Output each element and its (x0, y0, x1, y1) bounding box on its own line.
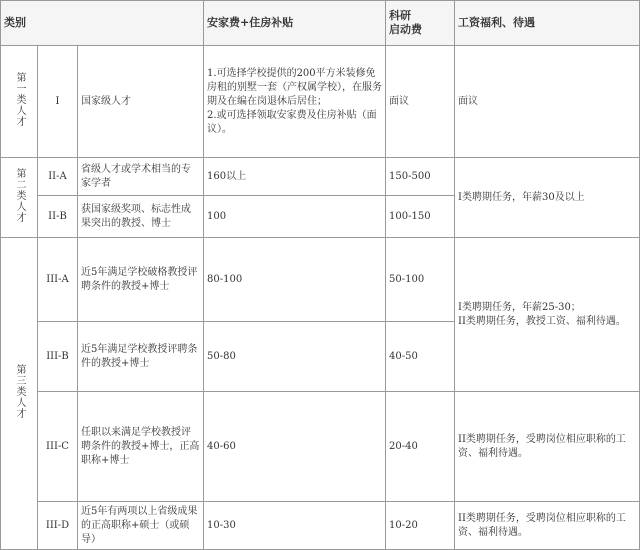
housing-cell: 40-60 (204, 392, 386, 502)
header-welfare: 工资福利、待遇 (455, 1, 640, 46)
housing-cell: 10-30 (204, 502, 386, 550)
research-cell: 100-150 (386, 196, 455, 238)
description-cell: 近5年满足学校教授评聘条件的教授+博士 (78, 322, 204, 392)
header-housing: 安家费+住房补贴 (204, 1, 386, 46)
level-cell: I (38, 46, 78, 158)
level-cell: II-A (38, 158, 78, 196)
description-cell: 任职以来满足学校教授评聘条件的教授+博士，正高职称+博士 (78, 392, 204, 502)
welfare-cell: 面议 (455, 46, 640, 158)
description-cell: 近5年满足学校破格教授评聘条件的教授+博士 (78, 238, 204, 322)
header-category: 类别 (1, 1, 204, 46)
research-cell: 面议 (386, 46, 455, 158)
welfare-cell: I类聘期任务，年薪30及以上 (455, 158, 640, 238)
table-row (1, 238, 640, 322)
level-cell: III-A (38, 238, 78, 322)
description-cell: 获国家级奖项、标志性成果突出的教授、博士 (78, 196, 204, 238)
housing-cell: 1.可选择学校提供的200平方米装修免房租的别墅一套（产权属学校），在服务期及在编在岗退休后居住； 2.或可选择领取安家费及住房补贴（面议）。 (204, 46, 386, 158)
welfare-cell: I类聘期任务，年薪25-30； II类聘期任务，教授工资、福利待遇。 (455, 238, 640, 392)
category-cell: 第三类人才 (1, 238, 38, 550)
description-cell: 国家级人才 (78, 46, 204, 158)
category-cell: 第二类人才 (1, 158, 38, 238)
research-cell: 10-20 (386, 502, 455, 550)
table-row (1, 392, 640, 502)
housing-cell: 50-80 (204, 322, 386, 392)
research-cell: 50-100 (386, 238, 455, 322)
level-cell: II-B (38, 196, 78, 238)
header-research: 科研 启动费 (386, 1, 455, 46)
category-cell: 第一类人才 (1, 46, 38, 158)
description-cell: 省级人才或学术相当的专家学者 (78, 158, 204, 196)
housing-cell: 100 (204, 196, 386, 238)
level-cell: III-D (38, 502, 78, 550)
table-row (1, 46, 640, 158)
welfare-cell: II类聘期任务，受聘岗位相应职称的工资、福利待遇。 (455, 392, 640, 502)
level-cell: III-C (38, 392, 78, 502)
level-cell: III-B (38, 322, 78, 392)
research-cell: 150-500 (386, 158, 455, 196)
housing-cell: 160以上 (204, 158, 386, 196)
research-cell: 20-40 (386, 392, 455, 502)
table-row (1, 502, 640, 550)
welfare-cell: II类聘期任务，受聘岗位相应职称的工资、福利待遇。 (455, 502, 640, 550)
housing-cell: 80-100 (204, 238, 386, 322)
research-cell: 40-50 (386, 322, 455, 392)
description-cell: 近5年有两项以上省级成果的正高职称+硕士（或硕导） (78, 502, 204, 550)
header-row (1, 1, 640, 46)
table-row (1, 158, 640, 196)
